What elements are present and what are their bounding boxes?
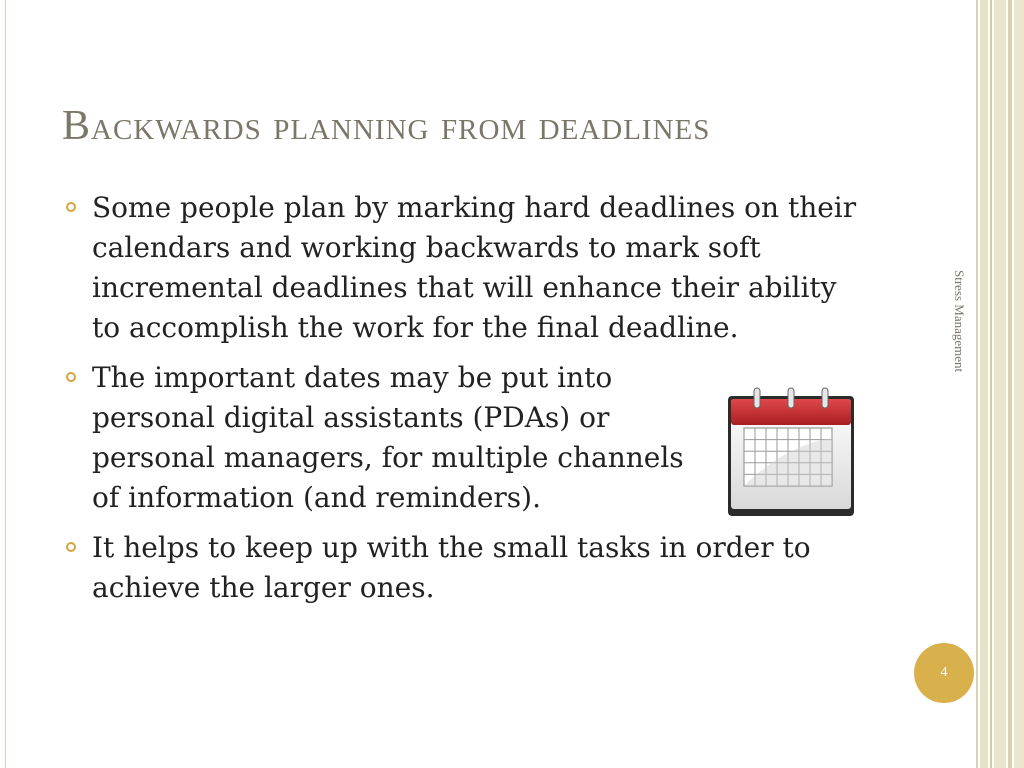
- calendar-icon: [724, 386, 858, 520]
- left-border: [5, 0, 6, 768]
- side-label: Stress Management: [952, 270, 967, 373]
- circle-bullet-icon: [66, 202, 76, 212]
- bullet-item: [60, 188, 860, 348]
- slide-title: Backwards planning from deadlines: [62, 103, 711, 149]
- bullet-text: It helps to keep up with the small tasks in order to achieve the larger ones.: [92, 531, 811, 604]
- bullet-text: The important dates may be put into personal digital assistants (PDAs) or personal managers, for multiple channels of information (and reminders).: [92, 361, 684, 514]
- page-number-badge: [914, 643, 974, 703]
- decorative-stripe: [976, 0, 978, 768]
- decorative-stripe: [990, 0, 992, 768]
- bullet-text: Some people plan by marking hard deadlines on their calendars and working backwards to mark soft incremental deadlines that will enhance their ability to accomplish the work for the final deadline.: [92, 191, 857, 344]
- decorative-stripe: [1008, 0, 1012, 768]
- page-number: 4: [940, 665, 948, 680]
- circle-bullet-icon: [66, 542, 76, 552]
- circle-bullet-icon: [66, 372, 76, 382]
- decorative-stripe: [980, 0, 988, 768]
- bullet-item: [60, 528, 860, 608]
- decorative-stripe: [994, 0, 1006, 768]
- decorative-stripe: [1014, 0, 1024, 768]
- bullet-item: [60, 358, 692, 518]
